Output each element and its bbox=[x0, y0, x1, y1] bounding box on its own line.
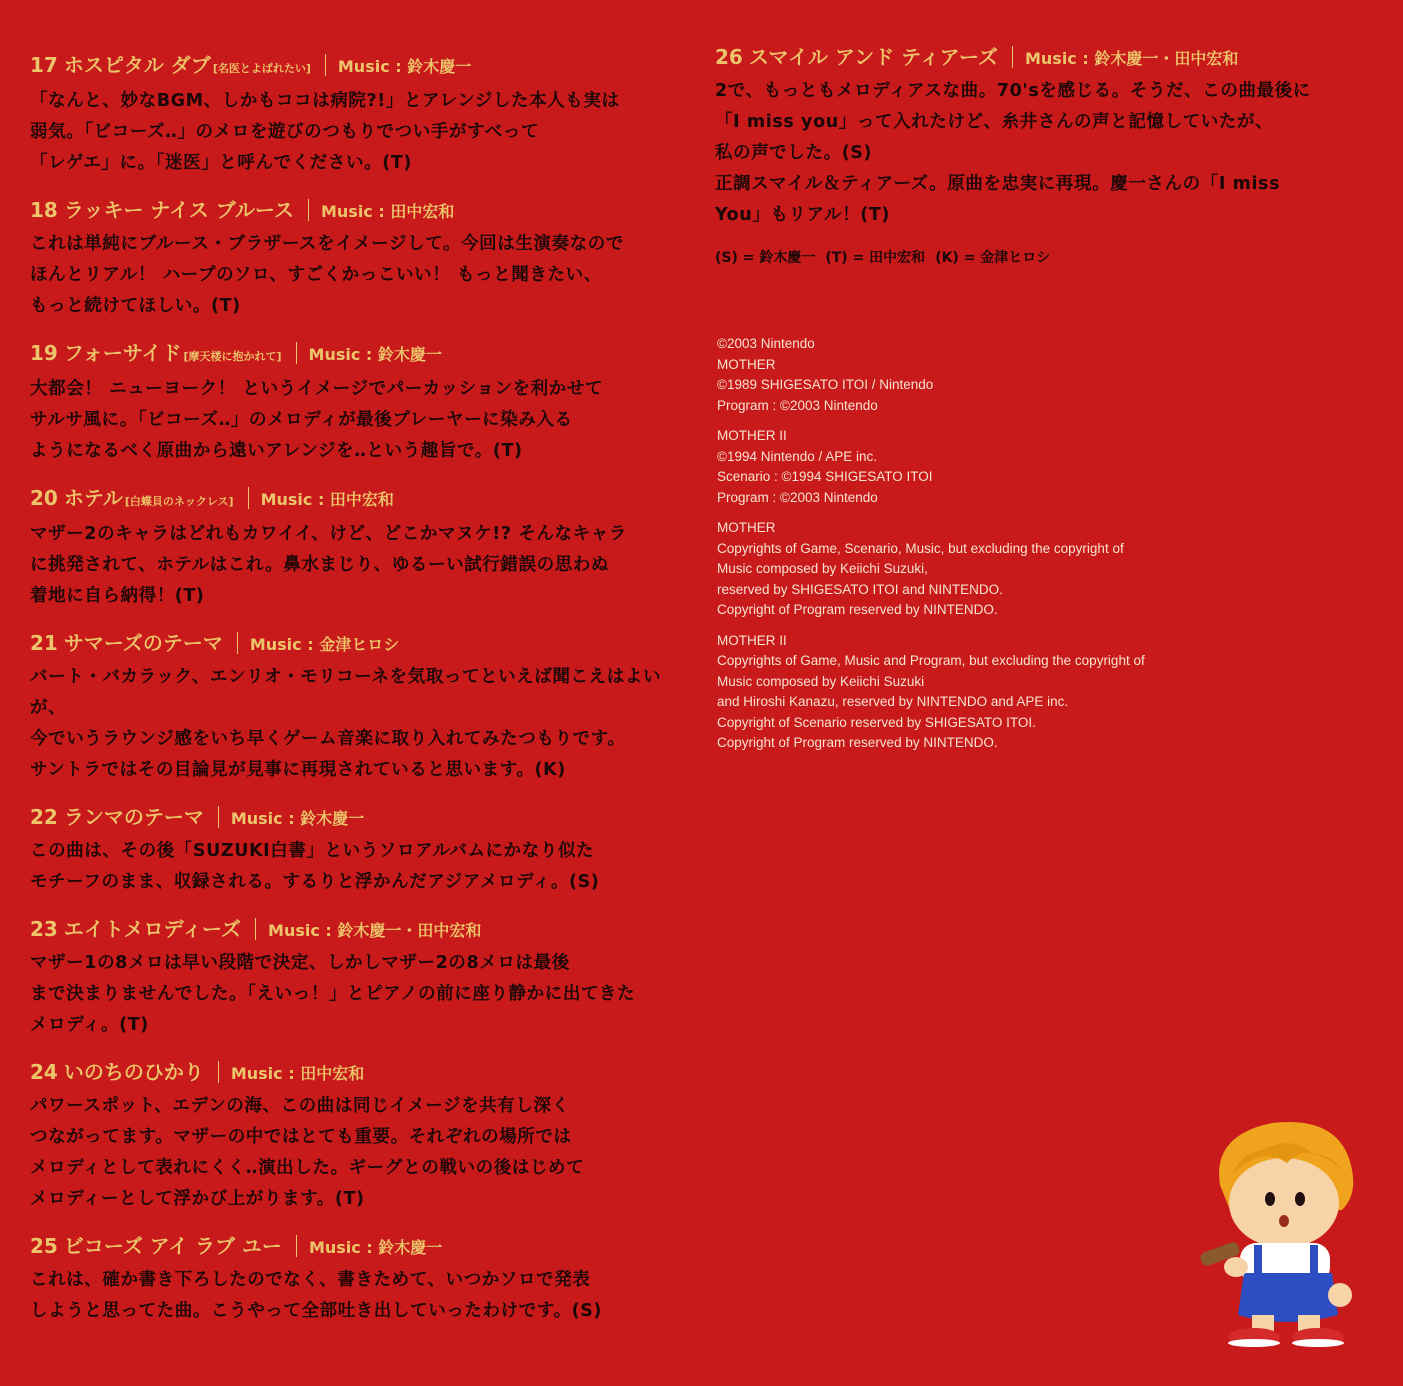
legend-item: (K) = 金津ヒロシ bbox=[935, 250, 1051, 266]
description-line: まで決まりませんでした。「えいっ！」とピアノの前に座り静かに出てきた bbox=[30, 984, 636, 1004]
composer-credit: Music : 金津ヒロシ bbox=[249, 635, 400, 654]
track-title: ホスピタル ダブ bbox=[63, 53, 211, 77]
divider bbox=[308, 199, 309, 221]
description-line: この曲は、その後「SUZUKI白書」というソロアルバムにかなり似た bbox=[30, 841, 595, 861]
copyright-line: Program : ©2003 Nintendo bbox=[717, 397, 878, 413]
composer-credit: Music : 鈴木慶一・田中宏和 bbox=[1024, 49, 1239, 68]
track-description bbox=[30, 229, 680, 322]
track-number: 26 bbox=[715, 45, 743, 69]
track-description bbox=[30, 662, 680, 786]
description-line: 着地に自ら納得！(T) bbox=[30, 586, 205, 606]
track-entry bbox=[30, 1055, 680, 1215]
track-entry bbox=[30, 48, 680, 179]
composer-credit: Music : 田中宏和 bbox=[230, 1064, 365, 1083]
description-line: 弱気。「ビコーズ‥」のメロを遊びのつもりでつい手がすべって bbox=[30, 122, 540, 142]
track-subtitle: [白蝶貝のネックレス] bbox=[124, 495, 234, 508]
copyright-line: MOTHER bbox=[717, 356, 776, 372]
copyright-notice bbox=[717, 334, 1357, 764]
legend-item: (S) = 鈴木慶一 bbox=[715, 250, 816, 266]
description-line: パワースポット、エデンの海、この曲は同じイメージを共有し深く bbox=[30, 1096, 570, 1116]
description-line: 正調スマイル＆ティアーズ。原曲を忠実に再現。慶一さんの「I miss bbox=[715, 174, 1281, 194]
divider bbox=[325, 54, 326, 76]
composer-credit: Music : 鈴木慶一 bbox=[230, 809, 365, 828]
description-line: 2で、もっともメロディアスな曲。70'sを感じる。そうだ、この曲最後に bbox=[715, 81, 1311, 101]
track-notes-left-column bbox=[30, 48, 680, 1341]
description-line: サントラではその目論見が見事に再現されていると思います。(K) bbox=[30, 760, 566, 780]
copyright-line: MOTHER bbox=[717, 520, 776, 535]
track-title: フォーサイド bbox=[63, 341, 182, 365]
track-number: 21 bbox=[30, 631, 58, 655]
track-heading bbox=[30, 626, 680, 662]
track-description bbox=[30, 948, 680, 1041]
copyright-line: MOTHER II bbox=[717, 632, 787, 648]
track-subtitle: [摩天楼に抱かれて] bbox=[183, 350, 282, 363]
track-entry bbox=[30, 800, 680, 898]
description-line: マザー1の8メロは早い段階で決定、しかしマザー2の8メロは最後 bbox=[30, 953, 570, 973]
copyright-line: Program : ©2003 Nintendo bbox=[717, 489, 878, 505]
track-title: ランマのテーマ bbox=[63, 805, 204, 829]
track-heading bbox=[30, 481, 680, 519]
divider bbox=[296, 1235, 297, 1257]
description-line: You」もリアル！(T) bbox=[715, 205, 890, 225]
track-description bbox=[30, 1091, 680, 1215]
copyright-line: reserved by SHIGESATO ITOI and NINTENDO. bbox=[717, 581, 1003, 597]
description-line: しようと思ってた曲。こうやって全部吐き出していったわけです。(S) bbox=[30, 1301, 602, 1321]
credit-legend bbox=[715, 247, 1365, 267]
track-number: 24 bbox=[30, 1060, 58, 1084]
track-number: 22 bbox=[30, 805, 58, 829]
track-heading bbox=[30, 48, 680, 86]
track-heading bbox=[30, 336, 680, 374]
track-heading bbox=[30, 193, 680, 229]
composer-credit: Music : 田中宏和 bbox=[320, 202, 455, 221]
description-line: もっと続けてほしい。(T) bbox=[30, 296, 241, 316]
track-description bbox=[30, 836, 680, 898]
composer-credit: Music : 鈴木慶一 bbox=[308, 345, 442, 364]
track-subtitle: [名医とよばれたい] bbox=[212, 62, 311, 75]
copyright-block bbox=[717, 518, 1357, 621]
composer-credit: Music : 田中宏和 bbox=[260, 490, 394, 509]
track-title: エイトメロディーズ bbox=[63, 917, 242, 941]
legend-item: (T) = 田中宏和 bbox=[825, 250, 926, 266]
divider bbox=[1012, 46, 1013, 68]
description-line: 今でいうラウンジ感をいち早くゲーム音楽に取り入れてみたつもりです。 bbox=[30, 729, 626, 749]
track-title: いのちのひかり bbox=[63, 1060, 204, 1084]
description-line: に挑発されて、ホテルはこれ。鼻水まじり、ゆるーい試行錯誤の思わぬ bbox=[30, 555, 610, 575]
copyright-line: Copyrights of Game, Scenario, Music, but excluding the copyright of bbox=[717, 540, 1124, 556]
composer-credit: Music : 鈴木慶一 bbox=[308, 1238, 443, 1257]
description-line: 私の声でした。(S) bbox=[715, 143, 873, 163]
track-title: ホテル bbox=[63, 486, 123, 510]
track-description bbox=[30, 374, 680, 467]
divider bbox=[218, 1061, 219, 1083]
track-number: 19 bbox=[30, 341, 58, 365]
description-line: ほんとリアル！ ハープのソロ、すごくかっこいい！ もっと聞きたい、 bbox=[30, 265, 602, 285]
description-line: これは、確か書き下ろしたのでなく、書きためて、いつかソロで発表 bbox=[30, 1270, 591, 1290]
description-line: メロディ。(T) bbox=[30, 1015, 149, 1035]
description-line: メロディとして表れにくく‥演出した。ギーグとの戦いの後はじめて bbox=[30, 1158, 585, 1178]
copyright-block bbox=[717, 426, 1357, 508]
boy-character-illustration bbox=[1192, 1115, 1372, 1350]
copyright-line: Music composed by Keiichi Suzuki, bbox=[717, 561, 928, 576]
divider bbox=[248, 487, 249, 509]
copyright-line: Copyrights of Game, Music and Program, but excluding the copyright of bbox=[717, 653, 1145, 668]
track-title: ラッキー ナイス ブルース bbox=[63, 198, 294, 222]
description-line: 「なんと、妙なBGM、しかもココは病院?!」とアレンジした本人も実は bbox=[30, 91, 620, 111]
composer-credit: Music : 鈴木慶一 bbox=[337, 57, 472, 76]
composer-credit: Music : 鈴木慶一・田中宏和 bbox=[268, 921, 482, 940]
copyright-line: Music composed by Keiichi Suzuki bbox=[717, 673, 925, 689]
track-number: 23 bbox=[30, 917, 58, 941]
copyright-line: ©1994 Nintendo / APE inc. bbox=[717, 448, 878, 464]
track-description bbox=[30, 86, 680, 179]
copyright-line: MOTHER II bbox=[717, 428, 787, 443]
copyright-block bbox=[717, 334, 1357, 416]
track-title: サマーズのテーマ bbox=[63, 631, 223, 655]
copyright-line: ©1989 SHIGESATO ITOI / Nintendo bbox=[717, 377, 934, 392]
description-line: サルサ風に。「ビコーズ‥」のメロディが最後プレーヤーに染み入る bbox=[30, 410, 573, 430]
description-line: マザー2のキャラはどれもカワイイ、けど、どこかマヌケ!? そんなキャラ bbox=[30, 524, 627, 544]
track-number: 20 bbox=[30, 486, 58, 510]
description-line: ようになるべく原曲から遠いアレンジを‥という趣旨で。(T) bbox=[30, 441, 523, 461]
track-entry bbox=[30, 336, 680, 467]
divider bbox=[237, 632, 238, 654]
copyright-block bbox=[717, 631, 1357, 754]
description-line: バート・バカラック、エンリオ・モリコーネを気取ってといえば聞こえはよいが、 bbox=[30, 667, 662, 718]
copyright-line: and Hiroshi Kanazu, reserved by NINTENDO and APE inc. bbox=[717, 694, 1069, 709]
track-entry bbox=[30, 912, 680, 1041]
description-line: メロディーとして浮かび上がります。(T) bbox=[30, 1189, 365, 1209]
description-line: これは単純にブルース・ブラザースをイメージして。今回は生演奏なので bbox=[30, 234, 624, 254]
track-heading bbox=[30, 912, 680, 948]
description-line: 「I miss you」って入れたけど、糸井さんの声と記憶していたが、 bbox=[715, 112, 1274, 132]
track-description bbox=[30, 1265, 680, 1327]
copyright-line: Scenario : ©1994 SHIGESATO ITOI bbox=[717, 469, 933, 484]
description-line: つながってます。マザーの中ではとても重要。それぞれの場所では bbox=[30, 1127, 572, 1147]
track-number: 25 bbox=[30, 1234, 58, 1258]
copyright-line: Copyright of Scenario reserved by SHIGESATO ITOI. bbox=[717, 714, 1036, 730]
track-entry bbox=[30, 193, 680, 322]
divider bbox=[218, 806, 219, 828]
track-description bbox=[30, 519, 680, 612]
track-heading bbox=[30, 1055, 680, 1091]
track-title: ビコーズ アイ ラブ ユー bbox=[63, 1234, 282, 1258]
copyright-line: ©2003 Nintendo bbox=[717, 336, 815, 351]
track-entry bbox=[30, 626, 680, 786]
track-entry bbox=[30, 481, 680, 612]
track-entry bbox=[30, 1229, 680, 1327]
track-description bbox=[715, 76, 1365, 231]
divider bbox=[255, 918, 256, 940]
track-heading bbox=[715, 40, 1365, 76]
track-notes-right-column bbox=[715, 40, 1365, 267]
copyright-line: Copyright of Program reserved by NINTENDO. bbox=[717, 735, 998, 750]
track-number: 17 bbox=[30, 53, 58, 77]
track-heading bbox=[30, 800, 680, 836]
divider bbox=[296, 342, 297, 364]
track-title: スマイル アンド ティアーズ bbox=[748, 45, 998, 69]
description-line: モチーフのまま、収録される。するりと浮かんだアジアメロディ。(S) bbox=[30, 872, 600, 892]
copyright-line: Copyright of Program reserved by NINTENDO. bbox=[717, 602, 998, 617]
description-line: 大都会！ ニューヨーク！ というイメージでパーカッションを利かせて bbox=[30, 379, 604, 399]
track-entry bbox=[715, 40, 1365, 231]
track-number: 18 bbox=[30, 198, 58, 222]
track-heading bbox=[30, 1229, 680, 1265]
description-line: 「レゲエ」に。「迷医」と呼んでください。(T) bbox=[30, 153, 412, 173]
